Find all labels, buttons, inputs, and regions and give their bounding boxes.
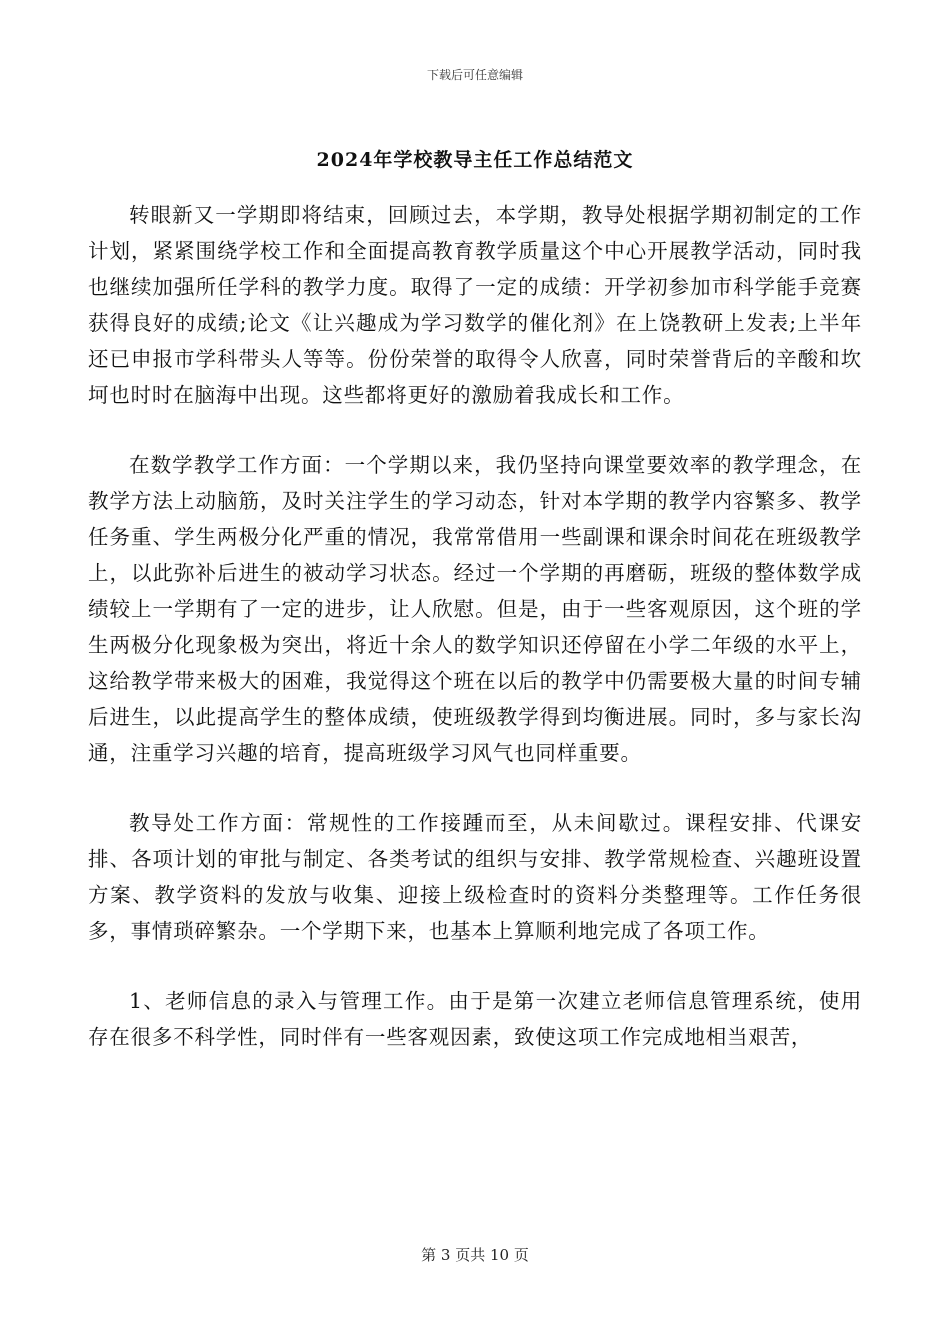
header-note: 下载后可任意编辑: [426, 68, 523, 82]
page-number: 第 3 页共 10 页: [421, 1246, 529, 1264]
paragraph-office-work: 教导处工作方面：常规性的工作接踵而至，从未间歇过。课程安排、代课安排、各项计划的审批与制定、各类考试的组织与安排、教学常规检查、兴趣班设置方案、教学资料的发放与收集、迎接上级检查时的资料分类整理等。工作任务很多，事情琐碎繁杂。一个学期下来，也基本上算顺利地完成了各项工作。: [88, 811, 862, 943]
paragraph-math-teaching: 在数学教学工作方面：一个学期以来，我仍坚持向课堂要效率的教学理念，在教学方法上动脑筋，及时关注学生的学习动态，针对本学期的教学内容繁多、教学任务重、学生两极分化严重的情况，我常常借用一些副课和课余时间花在班级教学上，以此弥补后进生的被动学习状态。经过一个学期的再磨砺，班级的整体数学成绩较上一学期有了一定的进步，让人欣慰。但是，由于一些客观原因，这个班的学生两极分化现象极为突出，将近十余人的数学知识还停留在小学二年级的水平上，这给教学带来极大的困难，我觉得这个班在以后的教学中仍需要极大量的时间专辅后进生，以此提高学生的整体成绩，使班级教学得到均衡进展。同时，多与家长沟通，注重学习兴趣的培育，提高班级学习风气也同样重要。: [88, 453, 862, 765]
paragraph-intro: 转眼新又一学期即将结束，回顾过去，本学期，教导处根据学期初制定的工作计划，紧紧围绕学校工作和全面提高教育教学质量这个中心开展教学活动，同时我也继续加强所任学科的教学力度。取得了一定的成绩：开学初参加市科学能手竞赛获得良好的成绩;论文《让兴趣成为学习数学的催化剂》在上饶教研上发表;上半年还已申报市学科带头人等等。份份荣誉的取得令人欣喜，同时荣誉背后的辛酸和坎坷也时时在脑海中出现。这些都将更好的激励着我成长和工作。: [88, 203, 862, 407]
document-title: 2024年学校教导主任工作总结范文: [316, 149, 634, 171]
document-body: [88, 197, 862, 1089]
paragraph-item-1: 1、老师信息的录入与管理工作。由于是第一次建立老师信息管理系统，使用存在很多不科学性，同时伴有一些客观因素，致使这项工作完成地相当艰苦，: [88, 989, 862, 1049]
